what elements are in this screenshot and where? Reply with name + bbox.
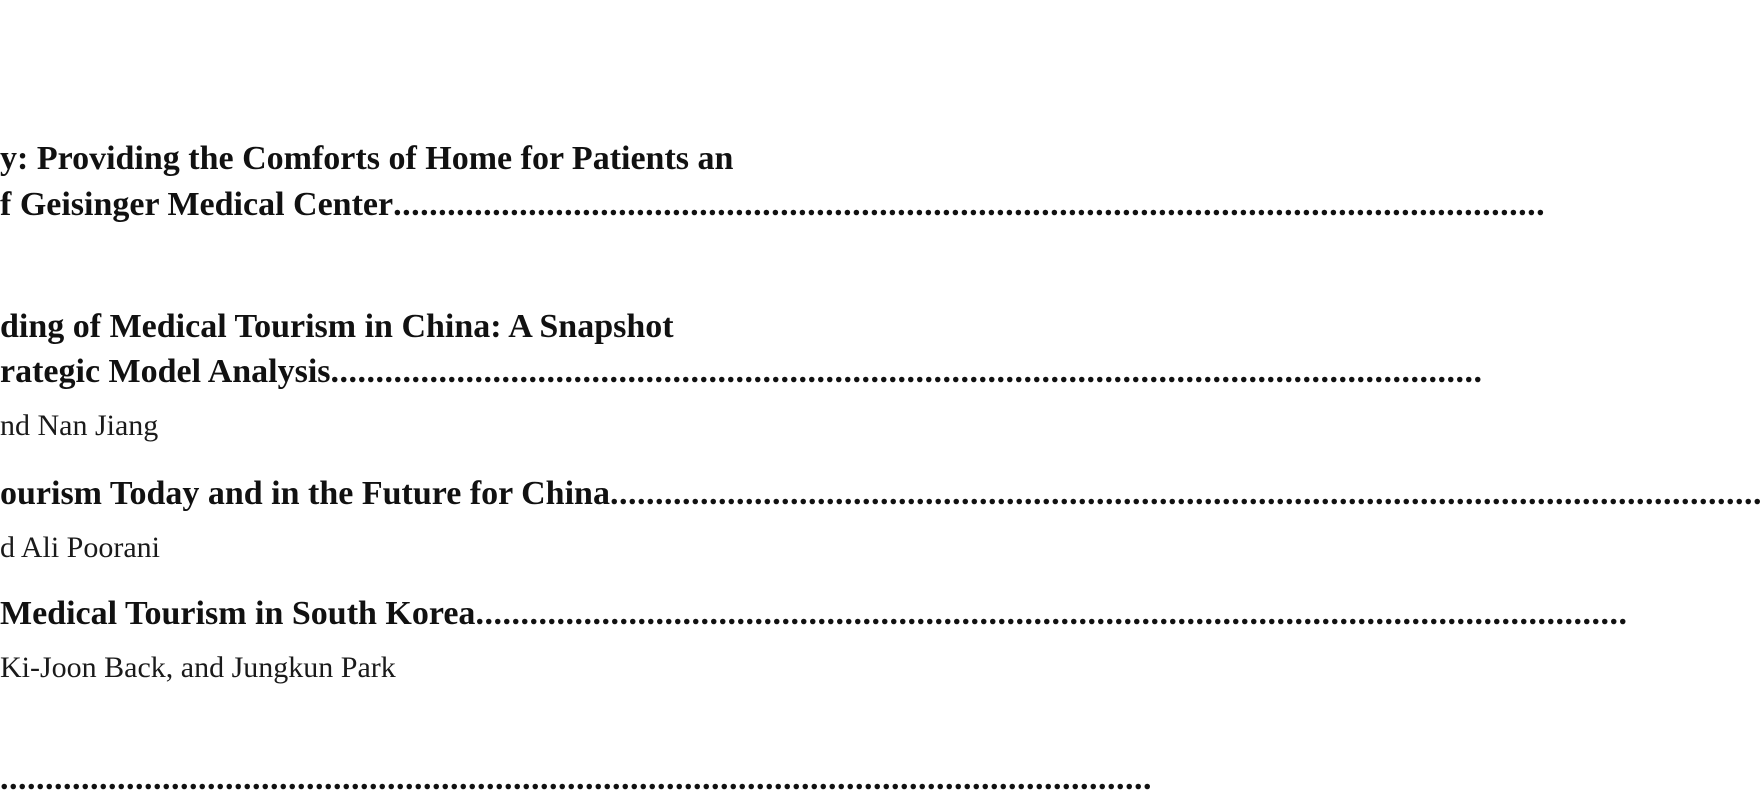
toc-entry-title-text: f Geisinger Medical Center [0, 186, 394, 223]
toc-entry-title-text: ourism Today and in the Future for China [0, 475, 610, 512]
toc-entry-title-text: Medical Tourism in South Korea [0, 595, 476, 632]
toc-entry-title [0, 475, 1762, 512]
leader-dots: ................................................................................................................................ [609, 475, 1762, 512]
toc-entry-authors: Ki-Joon Back, and Jungkun Park [0, 651, 396, 684]
toc-entry-authors: d Ali Poorani [0, 531, 161, 564]
toc-entry-title-text: y: Providing the Comforts of Home for Patients an [0, 140, 734, 177]
toc-entry-title [0, 186, 1546, 223]
leader-dots: ................................................................................................................................ [475, 595, 1628, 632]
toc-entry-title [0, 353, 1483, 390]
toc-entry-title [0, 595, 1628, 632]
toc-entry-title [0, 310, 800, 344]
toc-entry-title [0, 760, 1152, 797]
leader-dots: ................................................................................................................................ [330, 353, 1483, 390]
leader-dots: ................................................................................................................................ [0, 760, 1152, 797]
leader-dots: ................................................................................................................................ [393, 186, 1546, 223]
toc-entry-title-text: rategic Model Analysis [0, 353, 331, 390]
toc-entry-authors: nd Nan Jiang [0, 409, 159, 442]
toc-entry-title [0, 142, 800, 176]
toc-entry-title-text: ding of Medical Tourism in China: A Snapshot [0, 308, 674, 345]
